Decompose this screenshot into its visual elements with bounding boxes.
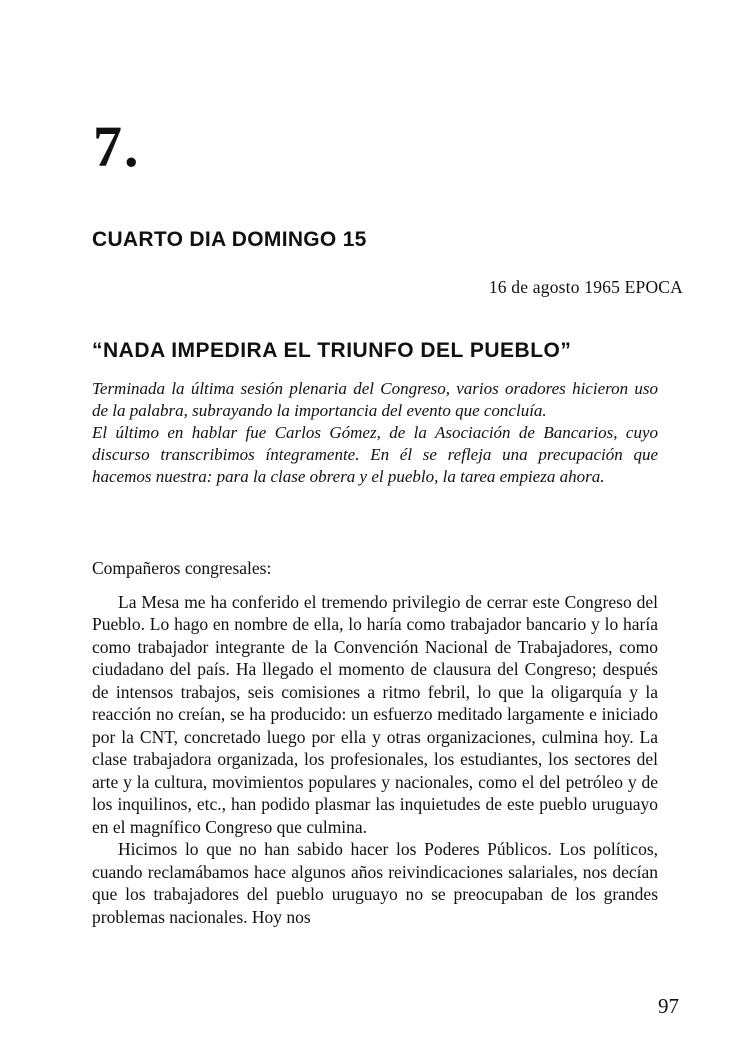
dateline: 16 de agosto 1965 EPOCA bbox=[488, 277, 683, 297]
page-number: 97 bbox=[658, 994, 679, 1018]
article-title: “NADA IMPEDIRA EL TRIUNFO DEL PUEBLO” bbox=[92, 339, 572, 362]
salutation: Compañeros congresales: bbox=[92, 558, 272, 578]
body-paragraph: Hicimos lo que no han sabido hacer los Poderes Públicos. Los políticos, cuando reclamábamos hace algunos años reivindicaciones salariales, nos decían que los trabajadores del pueblo uruguayo no se preocupaban de los grandes problemas nacionales. Hoy nos bbox=[92, 839, 658, 927]
speech-body bbox=[92, 557, 658, 928]
intro-block bbox=[92, 378, 658, 488]
chapter-number: 7. bbox=[93, 114, 141, 179]
intro-paragraph: El último en hablar fue Carlos Gómez, de la Asociación de Bancarios, cuyo discurso transcribimos íntegramente. En él se refleja una precupación que hacemos nuestra: para la clase obrera y el pueblo, la tarea empieza ahora. bbox=[92, 423, 658, 486]
intro-paragraph: Terminada la última sesión plenaria del Congreso, varios oradores hicieron uso de la palabra, subrayando la importancia del evento que concluía. bbox=[92, 379, 658, 420]
section-heading: CUARTO DIA DOMINGO 15 bbox=[92, 228, 367, 251]
body-paragraph: La Mesa me ha conferido el tremendo privilegio de cerrar este Congreso del Pueblo. Lo hago en nombre de ella, lo haría como trabajador bancario y lo haría como trabajador integrante de la Convención Nacional de Trabajadores, como ciudadano del país. Ha llegado el momento de clausura del Congreso; después de intensos trabajos, seis comisiones a ritmo febril, lo que la oligarquía y la reacción no creían, se ha producido: un esfuerzo meditado largamente e iniciado por la CNT, concretado luego por ella y otras organizaciones, culmina hoy. La clase trabajadora organizada, los profesionales, los estudiantes, los sectores del arte y la cultura, movimientos populares y nacionales, como el del petróleo y de los inquilinos, etc., han podido plasmar las inquietudes de este pueblo uruguayo en el magnífico Congreso que culmina. bbox=[92, 591, 658, 837]
